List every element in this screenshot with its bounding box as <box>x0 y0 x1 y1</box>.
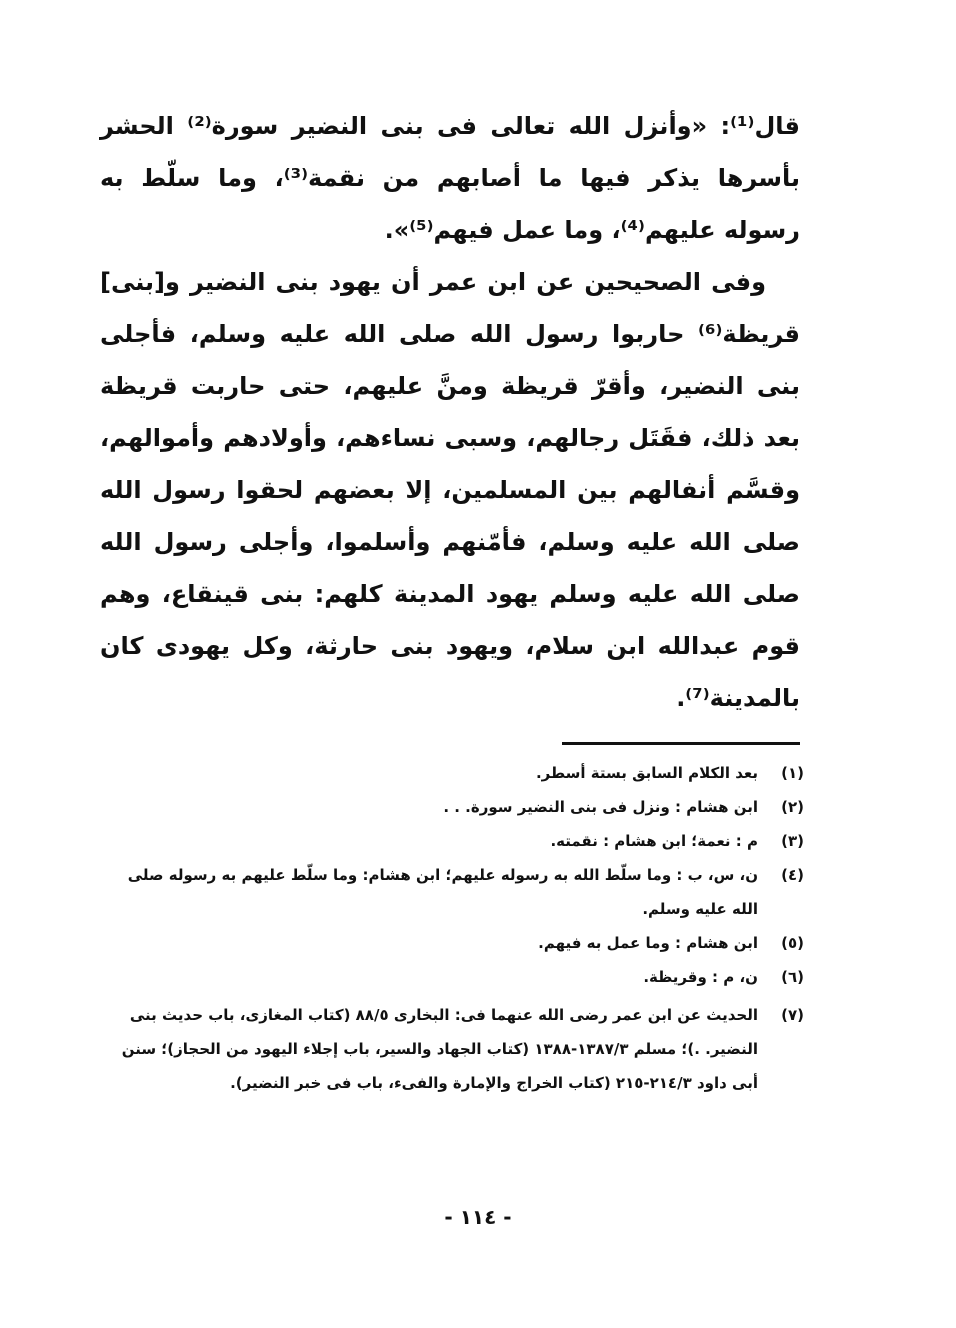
footnote-item <box>100 824 804 858</box>
footnote-text: ن، م : وقريظة. <box>643 968 758 986</box>
footnote-separator <box>562 742 800 745</box>
footnote-text: بعد الكلام السابق بستة أسطر. <box>535 764 758 782</box>
footnote-number: (١) <box>781 764 804 782</box>
footnote-text: م : نعمة؛ ابن هشام : نقمته. <box>550 832 758 850</box>
footnote-number: (٦) <box>781 968 804 986</box>
footnote-item <box>100 790 804 824</box>
footnote-text: ابن هشام : وما عمل به فيهم. <box>538 934 758 952</box>
footnote-item <box>100 960 804 994</box>
main-text-block <box>100 100 800 724</box>
footnote-item <box>100 926 804 960</box>
footnote-number: (٣) <box>781 832 804 850</box>
footnote-text: ابن هشام : ونزل فى بنى النضير سورة. . . <box>443 798 758 816</box>
footnote-item <box>100 998 804 1100</box>
footnote-item <box>100 858 804 926</box>
footnotes-list <box>100 756 804 1100</box>
footnote-number: (٤) <box>781 866 804 884</box>
footnote-number: (٧) <box>781 1006 804 1024</box>
paragraph-quote: قال⁽¹⁾: «وأنزل الله تعالى فى بنى النضير سورة⁽²⁾ الحشر بأسرها يذكر فيها ما أصابهم من نقمة⁽³⁾، وما سلّط به رسوله عليهم⁽⁴⁾، وما عمل فيهم⁽⁵⁾». <box>100 112 800 244</box>
footnote-number: (٢) <box>781 798 804 816</box>
page-number: - ١١٤ - <box>444 1205 512 1229</box>
footnote-item <box>100 756 804 790</box>
footnote-text: ن، س، ب : وما سلّط الله به رسوله عليهم؛ ابن هشام: وما سلّط عليهم به رسوله صلى الله عليه وسلم. <box>127 866 758 918</box>
footnote-number: (٥) <box>781 934 804 952</box>
footnote-text: الحديث عن ابن عمر رضى الله عنهما فى: البخارى ٨٨/٥ (كتاب المغازى، باب حديث بنى النضير. .)؛ مسلم ١٣٨٧/٣-١٣٨٨ (كتاب الجهاد والسير، باب إجلاء اليهود من الحجاز)؛ سنن أبى داود ٢١٤/٣-٢١٥ (كتاب الخراج والإمارة والفىء، باب فى خبر النضير). <box>121 1006 758 1092</box>
paragraph-sahihayn: وفى الصحيحين عن ابن عمر أن يهود بنى النضير و[بنى] قريظة⁽⁶⁾ حاربوا رسول الله صلى الله عليه وسلم، فأجلى بنى النضير، وأقرّ قريظة ومنَّ عليهم، حتى حاربت قريظة بعد ذلك، فقَتَل رجالهم، وسبى نساءهم، وأولادهم وأموالهم، وقسَّم أنفالهم بين المسلمين، إلا بعضهم لحقوا رسول الله صلى الله عليه وسلم، فأمّنهم وأسلموا، وأجلى رسول الله صلى الله عليه وسلم يهود المدينة كلهم: بنى قينقاع، وهم قوم عبدالله ابن سلام، ويهود بنى حارثة، وكل يهودى كان بالمدينة⁽⁷⁾. <box>100 268 800 712</box>
